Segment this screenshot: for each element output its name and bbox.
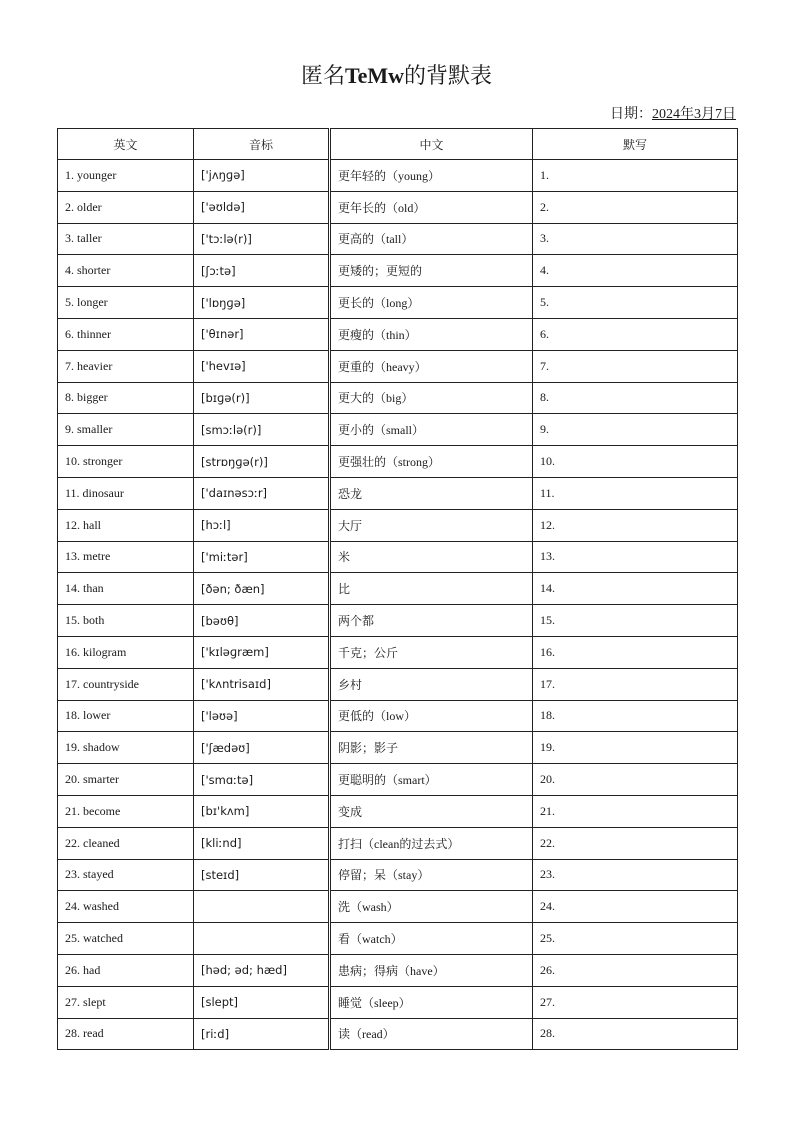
table-row [58,954,738,986]
cell-chinese: 两个都 [330,605,533,637]
cell-english: 6. thinner [58,318,194,350]
header-dictation: 默写 [533,129,738,160]
table-row [58,287,738,319]
cell-dictation: 19. [533,732,738,764]
cell-phonetic: ['hevɪə] [194,350,330,382]
cell-phonetic: [ʃɔːtə] [194,255,330,287]
cell-dictation: 12. [533,509,738,541]
header-english: 英文 [58,129,194,160]
cell-dictation: 28. [533,1018,738,1050]
table-row [58,636,738,668]
table-row [58,668,738,700]
cell-chinese: 阴影；影子 [330,732,533,764]
cell-english: 13. metre [58,541,194,573]
cell-english: 15. both [58,605,194,637]
cell-phonetic: ['ʃædəʊ] [194,732,330,764]
cell-dictation: 4. [533,255,738,287]
cell-phonetic: [bɪɡə(r)] [194,382,330,414]
table-row [58,477,738,509]
table-row [58,509,738,541]
cell-chinese: 更低的（low） [330,700,533,732]
cell-phonetic: [ðən; ðæn] [194,573,330,605]
cell-chinese: 更年轻的（young） [330,160,533,192]
cell-phonetic: ['θɪnər] [194,318,330,350]
cell-english: 25. watched [58,923,194,955]
title-name: TeMw [344,63,405,88]
cell-english: 28. read [58,1018,194,1050]
cell-phonetic: ['kɪləɡræm] [194,636,330,668]
table-row [58,923,738,955]
date-line [610,105,736,125]
title-prefix: 匿名 [300,63,345,88]
table-row [58,318,738,350]
cell-english: 26. had [58,954,194,986]
table-row [58,255,738,287]
cell-dictation: 9. [533,414,738,446]
table-row [58,795,738,827]
cell-chinese: 停留；呆（stay） [330,859,533,891]
cell-chinese: 更长的（long） [330,287,533,319]
cell-dictation: 8. [533,382,738,414]
cell-english: 19. shadow [58,732,194,764]
table-row [58,573,738,605]
cell-chinese: 更年长的（old） [330,191,533,223]
table-row [58,446,738,478]
cell-phonetic: ['smɑːtə] [194,764,330,796]
cell-phonetic: ['jʌŋɡə] [194,160,330,192]
cell-chinese: 睡觉（sleep） [330,986,533,1018]
cell-dictation: 21. [533,795,738,827]
cell-english: 22. cleaned [58,827,194,859]
cell-dictation: 10. [533,446,738,478]
cell-phonetic [194,891,330,923]
cell-english: 27. slept [58,986,194,1018]
cell-chinese: 读（read） [330,1018,533,1050]
cell-chinese: 恐龙 [330,477,533,509]
cell-chinese: 变成 [330,795,533,827]
cell-chinese: 更大的（big） [330,382,533,414]
header-chinese: 中文 [330,129,533,160]
cell-english: 1. younger [58,160,194,192]
table-row [58,350,738,382]
cell-phonetic: ['kʌntrisaɪd] [194,668,330,700]
cell-dictation: 24. [533,891,738,923]
cell-phonetic: [kliːnd] [194,827,330,859]
cell-english: 24. washed [58,891,194,923]
cell-dictation: 16. [533,636,738,668]
cell-dictation: 17. [533,668,738,700]
cell-english: 16. kilogram [58,636,194,668]
table-row [58,859,738,891]
cell-dictation: 22. [533,827,738,859]
cell-phonetic: [smɔːlə(r)] [194,414,330,446]
table-row [58,382,738,414]
cell-phonetic: ['miːtər] [194,541,330,573]
table-row [58,827,738,859]
table-row [58,541,738,573]
cell-english: 9. smaller [58,414,194,446]
table-row [58,986,738,1018]
cell-chinese: 比 [330,573,533,605]
cell-chinese: 更瘦的（thin） [330,318,533,350]
cell-phonetic: [həd; əd; hæd] [194,954,330,986]
cell-phonetic: [hɔːl] [194,509,330,541]
cell-phonetic: [steɪd] [194,859,330,891]
title-suffix: 的背默表 [404,63,493,88]
table-row [58,891,738,923]
cell-english: 20. smarter [58,764,194,796]
cell-chinese: 更小的（small） [330,414,533,446]
cell-english: 12. hall [58,509,194,541]
table-row [58,414,738,446]
cell-dictation: 18. [533,700,738,732]
table-row [58,160,738,192]
cell-chinese: 大厅 [330,509,533,541]
cell-phonetic: ['əʊldə] [194,191,330,223]
cell-dictation: 27. [533,986,738,1018]
cell-chinese: 米 [330,541,533,573]
date-label: 日期： [610,107,652,122]
cell-phonetic: ['lɒŋɡə] [194,287,330,319]
page-title [0,60,793,92]
cell-chinese: 乡村 [330,668,533,700]
cell-phonetic: [slept] [194,986,330,1018]
vocabulary-table [57,128,738,1050]
cell-english: 3. taller [58,223,194,255]
cell-phonetic: ['daɪnəsɔːr] [194,477,330,509]
cell-dictation: 6. [533,318,738,350]
cell-chinese: 打扫（clean的过去式） [330,827,533,859]
cell-english: 11. dinosaur [58,477,194,509]
cell-english: 14. than [58,573,194,605]
table-row [58,764,738,796]
table-header-row [58,129,738,160]
cell-dictation: 5. [533,287,738,319]
cell-phonetic [194,923,330,955]
cell-dictation: 20. [533,764,738,796]
date-value: 2024年3月7日 [652,107,736,122]
cell-dictation: 14. [533,573,738,605]
cell-english: 8. bigger [58,382,194,414]
cell-chinese: 洗（wash） [330,891,533,923]
cell-phonetic: [riːd] [194,1018,330,1050]
table-row [58,700,738,732]
cell-chinese: 更聪明的（smart） [330,764,533,796]
header-phonetic: 音标 [194,129,330,160]
cell-phonetic: ['ləʊə] [194,700,330,732]
cell-chinese: 千克；公斤 [330,636,533,668]
cell-dictation: 7. [533,350,738,382]
table-row [58,605,738,637]
cell-english: 23. stayed [58,859,194,891]
cell-phonetic: ['tɔːlə(r)] [194,223,330,255]
cell-chinese: 看（watch） [330,923,533,955]
cell-dictation: 11. [533,477,738,509]
cell-chinese: 更高的（tall） [330,223,533,255]
cell-chinese: 更重的（heavy） [330,350,533,382]
table-row [58,191,738,223]
cell-dictation: 23. [533,859,738,891]
table-row [58,223,738,255]
cell-english: 5. longer [58,287,194,319]
cell-dictation: 3. [533,223,738,255]
cell-english: 10. stronger [58,446,194,478]
cell-dictation: 15. [533,605,738,637]
table-body [58,160,738,1050]
table-row [58,732,738,764]
cell-dictation: 25. [533,923,738,955]
cell-phonetic: [strɒŋɡə(r)] [194,446,330,478]
cell-english: 7. heavier [58,350,194,382]
cell-dictation: 13. [533,541,738,573]
cell-dictation: 2. [533,191,738,223]
cell-dictation: 1. [533,160,738,192]
cell-chinese: 更矮的；更短的 [330,255,533,287]
cell-chinese: 患病；得病（have） [330,954,533,986]
cell-english: 18. lower [58,700,194,732]
cell-chinese: 更强壮的（strong） [330,446,533,478]
cell-english: 17. countryside [58,668,194,700]
cell-english: 21. become [58,795,194,827]
cell-english: 2. older [58,191,194,223]
cell-phonetic: [bəʊθ] [194,605,330,637]
cell-dictation: 26. [533,954,738,986]
cell-english: 4. shorter [58,255,194,287]
cell-phonetic: [bɪ'kʌm] [194,795,330,827]
table-row [58,1018,738,1050]
